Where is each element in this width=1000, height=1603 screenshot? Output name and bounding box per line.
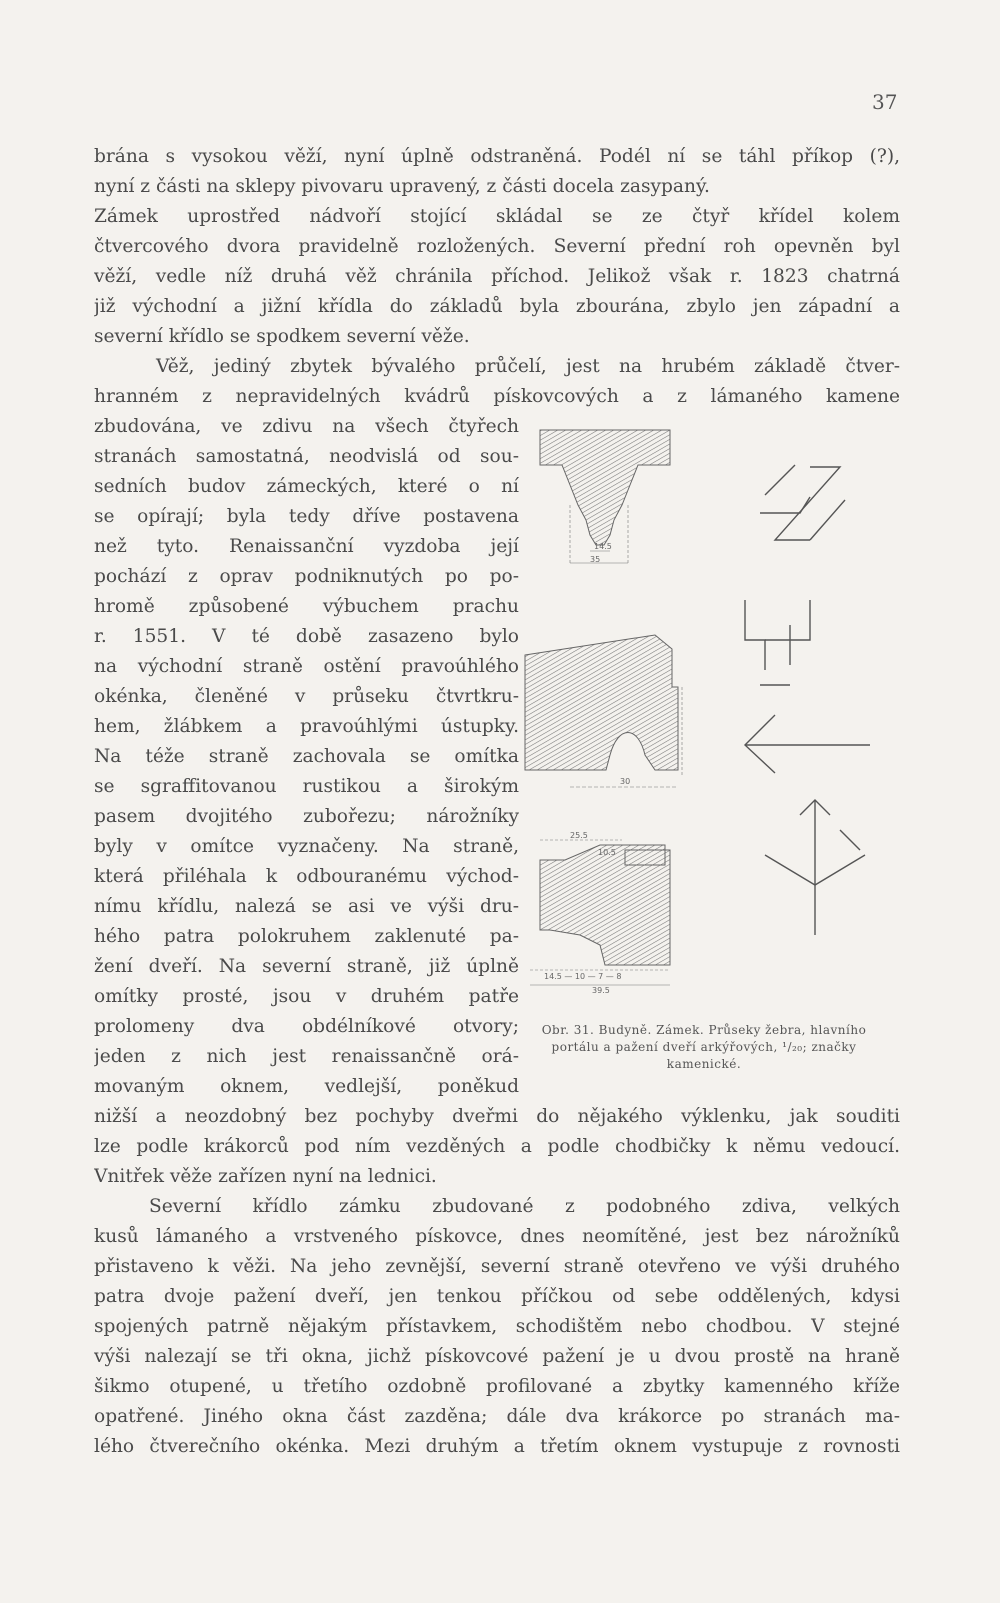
text-line: nižší a neozdobný bez pochyby dveřmi do nějakého výklenku, jak souditi (94, 1106, 900, 1127)
text-line: hromě způsobené výbuchem prachu (94, 596, 519, 617)
text-line: pasem dvojitého zubořezu; nárožníky (94, 806, 519, 827)
text-line: hého patra polokruhem zaklenuté pa- (94, 926, 519, 947)
text-line: patra dvoje pažení dveří, jen tenkou příčkou od sebe oddělených, kdysi (94, 1286, 900, 1307)
text-line: Severní křídlo zámku zbudované z podobného zdiva, velkých (149, 1196, 900, 1217)
text-line: movaným oknem, vedlejší, poněkud (94, 1076, 519, 1097)
door-dim-top: 25.5 (570, 831, 588, 840)
mason-mark-cross (765, 800, 865, 935)
door-dim-sub: 10.5 (598, 848, 616, 857)
text-line: severní křídlo se spodkem severní věže. (94, 326, 470, 347)
rib-dim-a: 14.5 (594, 542, 612, 551)
text-line: se sgraffitovanou rustikou a širokým (94, 776, 519, 797)
text-line: Na téže straně zachovala se omítka (94, 746, 519, 767)
text-line: pochází z oprav podniknutých po po- (94, 566, 519, 587)
text-line: která přiléhala k odbouranému východ- (94, 866, 519, 887)
text-line: omítky prosté, jsou v druhém patře (94, 986, 519, 1007)
text-line: na východní straně ostění pravoúhlého (94, 656, 519, 677)
rib-section (540, 430, 670, 564)
text-line: lého čtverečního okénka. Mezi druhým a třetím oknem vystupuje z rovnosti (94, 1436, 900, 1457)
caption-line: Obr. 31. Budyně. Zámek. Průseky žebra, hlavního (541, 1023, 867, 1037)
text-line: stranách samostatná, neodvislá od sou- (94, 446, 519, 467)
door-jamb-section (530, 831, 670, 995)
text-line: hranném z nepravidelných kvádrů pískovcových a z lámaného kamene (94, 386, 900, 407)
text-line: hem, žlábkem a pravoúhlými ústupky. (94, 716, 519, 737)
text-line: byly v omítce vyznačeny. Na straně, (94, 836, 519, 857)
text-line: jeden z nich jest renaissančně orá- (94, 1046, 519, 1067)
text-line: Zámek uprostřed nádvoří stojící skládal se ze čtyř křídel kolem (94, 206, 900, 227)
text-line: r. 1551. V té době zasazeno bylo (94, 626, 519, 647)
text-line: věží, vedle níž druhá věž chránila příchod. Jelikož však r. 1823 chatrná (94, 266, 900, 287)
text-line: nímu křídlu, nalezá se asi ve výši dru- (94, 896, 519, 917)
caption-line: kamenické. (666, 1057, 742, 1071)
text-line: šikmo otupené, u třetího ozdobně profilované a zbytky kamenného kříže (94, 1376, 900, 1397)
text-line: čtvercového dvora pravidelně rozložených. Severní přední roh opevněn byl (94, 236, 900, 257)
figure-31 (510, 425, 900, 1065)
text-line: sedních budov zámeckých, které o ní (94, 476, 519, 497)
portal-dim: 30 (620, 777, 631, 786)
text-line: brána s vysokou věží, nyní úplně odstraněná. Podél ní se táhl příkop (?), (94, 146, 900, 167)
text-line: okénka, členěné v průseku čtvrtkru- (94, 686, 519, 707)
text-line: než tyto. Renaissanční vyzdoba její (94, 536, 519, 557)
text-line: se opírají; byla tedy dříve postavena (94, 506, 519, 527)
mason-mark-bracket (745, 600, 810, 685)
text-line: opatřené. Jiného okna část zazděna; dále dva krákorce po stranách ma- (94, 1406, 900, 1427)
text-line: Věž, jediný zbytek bývalého průčelí, jest na hrubém základě čtver- (156, 356, 900, 377)
rib-dim-b: 35 (590, 555, 601, 564)
text-line: již východní a jižní křídla do základů byla zbourána, zbylo jen západní a (94, 296, 900, 317)
figure-drawing (510, 425, 900, 1025)
text-line: výši nalezají se tři okna, jichž pískovcové pažení je u dvou prostě na hraně (94, 1346, 900, 1367)
text-line: prolomeny dva obdélníkové otvory; (94, 1016, 519, 1037)
text-line: žení dveří. Na severní straně, již úplně (94, 956, 519, 977)
mason-mark-arrow (745, 715, 870, 773)
door-dim-bottom: 39.5 (592, 986, 610, 995)
text-line: lze podle krákorců pod ním vezděných a podle chodbičky k němu vedoucí. (94, 1136, 900, 1157)
text-line: spojených patrně nějakým přístavkem, schodištěm nebo chodbou. V stejné (94, 1316, 900, 1337)
page-number: 37 (872, 90, 898, 114)
text-line: zbudována, ve zdivu na všech čtyřech (94, 416, 519, 437)
door-dim-parts: 14.5 — 10 — 7 — 8 (544, 972, 622, 981)
text-line: kusů lámaného a vrstveného pískovce, dnes neomítěné, jest bez nárožníků (94, 1226, 900, 1247)
mason-mark-zigzag (760, 465, 845, 540)
text-line: přistaveno k věži. Na jeho zevnější, severní straně otevřeno ve výši druhého (94, 1256, 900, 1277)
text-line: nyní z části na sklepy pivovaru upravený, z části docela zasypaný. (94, 176, 710, 197)
text-line: Vnitřek věže zařízen nyní na lednici. (94, 1166, 437, 1187)
figure-caption (515, 1022, 893, 1073)
caption-line: portálu a pažení dveří arkýřových, ¹/₂₀; značky (551, 1040, 857, 1054)
mason-marks (745, 465, 870, 935)
portal-section (525, 635, 682, 787)
